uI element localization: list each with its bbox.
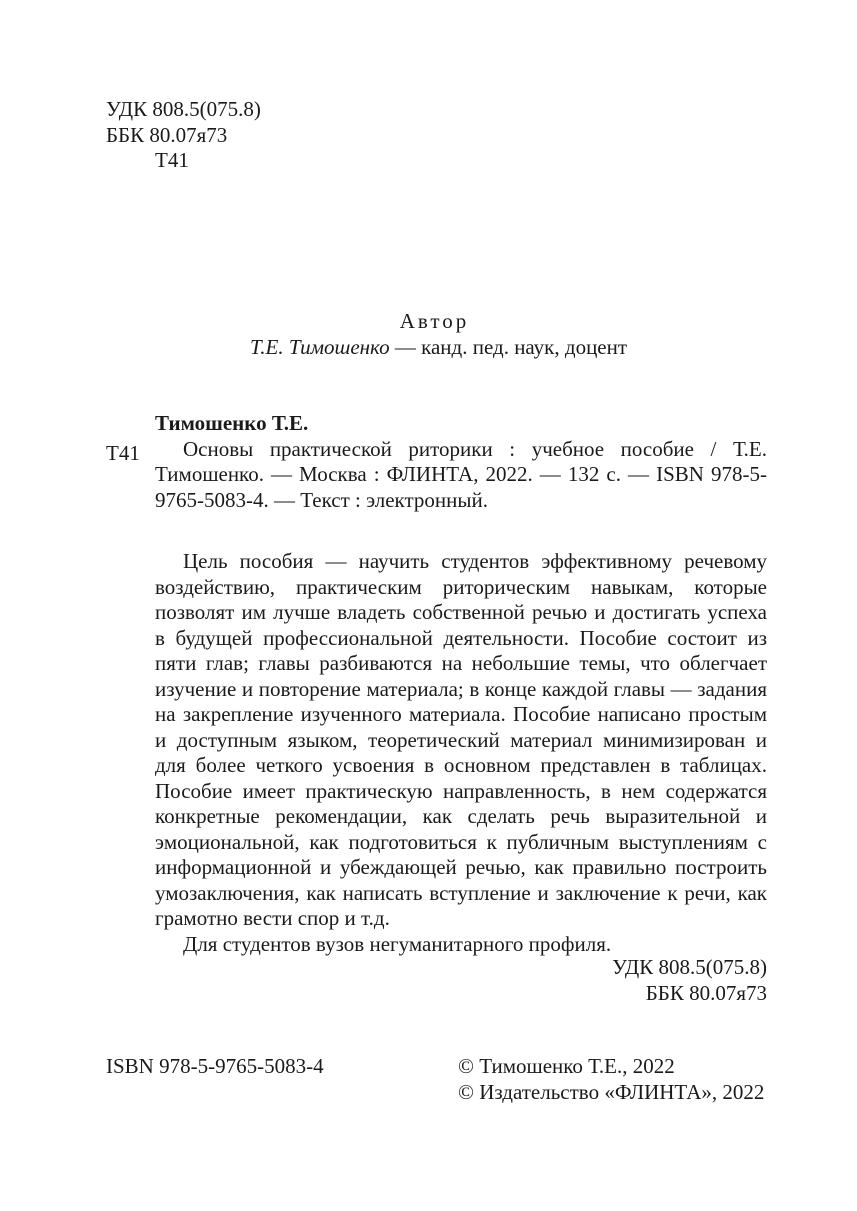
bib-author-heading: Тимошенко Т.Е. xyxy=(155,411,309,435)
copyright-block xyxy=(458,1054,764,1105)
abstract-paragraph: Цель пособия — научить студентов эффективному речевому воздействию, практическим риторическим навыкам, которые позволят им лучше владеть собственной речью и достигать успеха в будущей профессиональной деятельности. Пособие состоит из пяти глав; главы разбиваются на небольшие темы, что облегчает изучение и повторение материала; в конце каждой главы — задания на закрепление изученного материала. Пособие написано простым и доступным языком, теоретический материал минимизирован и для более четкого усвоения в основном представлен в таблицах. Пособие имеет практическую направленность, в нем содержатся конкретные рекомендации, как сделать речь выразительной и эмоциональной, как подготовиться к публичным выступлениям с информационной и убеждающей речью, как правильно построить умозаключения, как написать вступление и заключение к речи, как грамотно вести спор и т.д. xyxy=(155,549,767,930)
author-heading: Автор xyxy=(399,309,470,333)
author-name: Т.Е. Тимошенко xyxy=(249,334,390,359)
author-line xyxy=(0,335,857,361)
bbk-code: ББК 80.07я73 xyxy=(106,122,228,147)
udk-code: УДК 808.5(075.8) xyxy=(106,97,261,121)
classification-block xyxy=(106,97,261,174)
bib-mark: Т41 xyxy=(106,441,140,465)
author-credentials: — канд. пед. наук, доцент xyxy=(389,334,628,359)
abstract-udk: УДК 808.5(075.8) xyxy=(612,955,767,979)
copyright-publisher: © Издательство «ФЛИНТА», 2022 xyxy=(458,1079,765,1104)
audience-note: Для студентов вузов негуманитарного профиля. xyxy=(183,931,612,956)
abstract-bbk: ББК 80.07я73 xyxy=(645,980,767,1005)
isbn: ISBN 978-5-9765-5083-4 xyxy=(106,1054,324,1078)
copyright-author: © Тимошенко Т.Е., 2022 xyxy=(458,1054,675,1078)
bibliographic-record xyxy=(155,411,767,513)
abstract-block xyxy=(155,549,767,957)
abstract-classification xyxy=(155,955,767,1006)
author-block xyxy=(0,309,857,360)
bib-entry: Основы практической риторики : учебное пособие / Т.Е. Тимошенко. — Москва : ФЛИНТА, 2022. — 132 с. — ISBN 978-5-9765-5083-4. — Текст : электронный. xyxy=(155,436,767,512)
author-mark: Т41 xyxy=(155,148,189,172)
